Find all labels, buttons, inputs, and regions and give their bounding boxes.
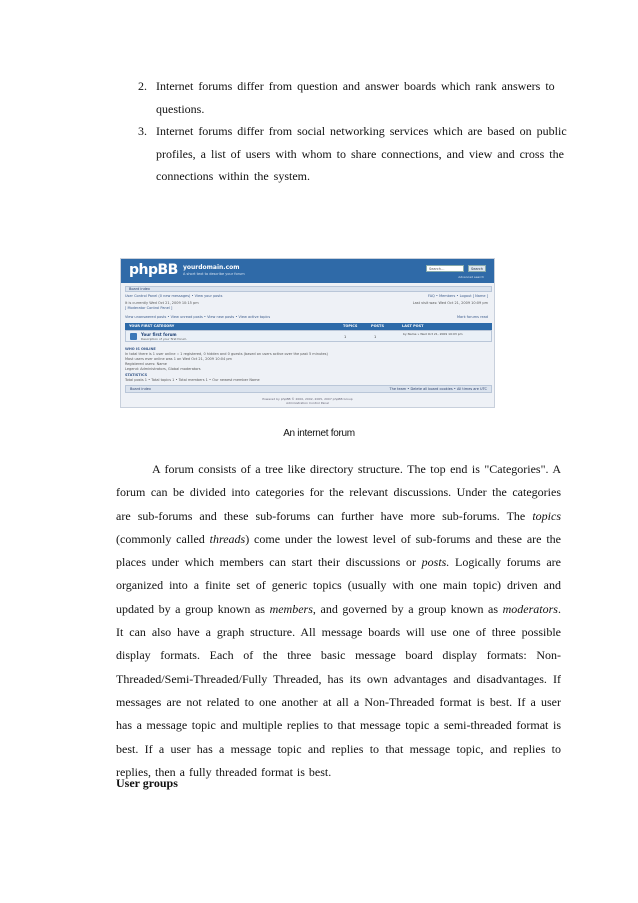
list-item-text: Internet forums differ from social networking services which are based on public profiles, a list of users with whom to share connections, and view and cross the connections within the system. <box>156 124 567 183</box>
term-topics: topics <box>532 508 561 523</box>
statistics-title: STATISTICS <box>125 373 148 377</box>
forum-topics-count: 1 <box>344 335 347 339</box>
forum-description: Description of your first forum. <box>141 337 188 341</box>
para-text-4: Logically forums are organized into a finite set of generic topics (usually with one main topic) driven and updated by a group known as <box>116 555 561 616</box>
para-text-5: , and governed by a group known as <box>312 601 503 616</box>
unanswered-links[interactable]: View unanswered posts • View unread posts • View new posts • View active topics <box>125 315 271 319</box>
term-posts: posts. <box>421 555 450 570</box>
numbered-list <box>138 75 578 188</box>
footer-board-index-link[interactable]: Board index <box>130 387 151 391</box>
para-text-6: . It can also have a graph structure. All message boards will use one of three possible display formats. Each of the three basic message board display formats: Non-Threaded/Semi-Threaded/Fully Threaded, has its own advantages and disadvantages. If messages are not related to one another at all a Non-Threaded format is best. If a user has a message topic and multiple replies to that message topic a semi-threaded format is best. If a user has a message topic and replies to that message topic, and replies to replies, then a fully threaded format is best. <box>116 601 561 779</box>
forum-title[interactable]: Your first forum <box>141 332 177 337</box>
col-posts: POSTS <box>371 324 384 328</box>
last-visit: Last visit was: Wed Oct 21, 2009 10:09 pm <box>412 301 488 305</box>
forum-row[interactable] <box>125 330 492 342</box>
phpbb-logo: phpBB <box>129 262 178 278</box>
who-is-online-title: WHO IS ONLINE <box>125 347 156 351</box>
category-header <box>125 323 492 330</box>
who-is-online-text: In total there is 1 user online :: 1 registered, 0 hidden and 0 guests (based on users active over the past 5 minutes) <box>125 352 328 356</box>
statistics-text: Total posts 1 • Total topics 1 • Total members 1 • Our newest member Name <box>125 378 260 382</box>
current-time: It is currently Wed Oct 21, 2009 10:15 pm <box>125 301 199 305</box>
term-members: members <box>269 601 313 616</box>
para-text-2: (commonly called <box>116 531 210 546</box>
user-links-row <box>125 294 492 298</box>
figure-caption: An internet forum <box>283 428 355 439</box>
search-button[interactable]: Search <box>468 265 486 272</box>
user-control-links[interactable]: User Control Panel (0 new messages) • View your posts <box>125 294 223 298</box>
forum-posts-count: 1 <box>374 335 377 339</box>
category-title[interactable]: YOUR FIRST CATEGORY <box>129 324 175 328</box>
board-index-bar <box>125 286 492 292</box>
list-item-number: 3. <box>138 124 147 138</box>
advanced-search-link[interactable]: Advanced search <box>458 275 484 279</box>
registered-users: Registered users: Name <box>125 362 167 366</box>
term-moderators: moderators <box>502 601 558 616</box>
top-right-links[interactable]: FAQ • Members • Logout [ Name ] <box>428 294 488 298</box>
quick-links-row <box>125 315 492 319</box>
moderator-panel-link[interactable]: [ Moderator Control Panel ] <box>125 306 173 310</box>
most-users-text: Most users ever online was 1 on Wed Oct 21, 2009 10:04 pm <box>125 357 232 361</box>
col-last-post: LAST POST <box>402 324 424 328</box>
list-item-number: 2. <box>138 79 147 93</box>
moderator-row <box>125 306 492 310</box>
forum-footer <box>125 385 492 393</box>
powered-by <box>121 397 494 405</box>
body-paragraph <box>116 458 561 784</box>
forum-screenshot-figure <box>120 258 495 408</box>
time-row <box>125 301 492 305</box>
footer-links[interactable]: The team • Delete all board cookies • All times are UTC <box>389 387 487 391</box>
forum-header <box>121 259 494 283</box>
site-tagline: A short text to describe your forum <box>183 272 245 276</box>
legend-text: Legend: Administrators, Global moderators <box>125 367 201 371</box>
board-index-link[interactable]: Board index <box>129 287 150 291</box>
admin-panel-link[interactable]: Administration Control Panel <box>286 401 329 405</box>
powered-by-text: Powered by phpBB © 2000, 2002, 2005, 2007 phpBB Group <box>262 397 353 401</box>
col-topics: TOPICS <box>343 324 358 328</box>
forum-icon <box>130 333 137 340</box>
forum-last-post[interactable]: by Name » Wed Oct 21, 2009 10:03 pm <box>403 332 463 336</box>
list-item-text: Internet forums differ from question and answer boards which rank answers to questions. <box>156 79 555 116</box>
mark-read-link[interactable]: Mark forums read <box>456 315 488 319</box>
term-threads: threads <box>209 531 246 546</box>
section-heading: User groups <box>116 776 178 790</box>
search-input[interactable]: Search… <box>426 265 464 272</box>
para-text-3: ) come under the lowest level of sub-forums and these are the places under which members can start their discussions or <box>116 531 561 570</box>
list-item <box>138 75 578 120</box>
phpbb-screenshot <box>120 258 495 408</box>
list-item <box>138 120 578 188</box>
para-text-1: A forum consists of a tree like directory structure. The top end is "Categories". A forum can be divided into categories for the relevant discussions. Under the categories are sub-forums and these sub-forums can further have more sub-forums. The <box>116 462 561 523</box>
site-name: yourdomain.com <box>183 264 240 271</box>
